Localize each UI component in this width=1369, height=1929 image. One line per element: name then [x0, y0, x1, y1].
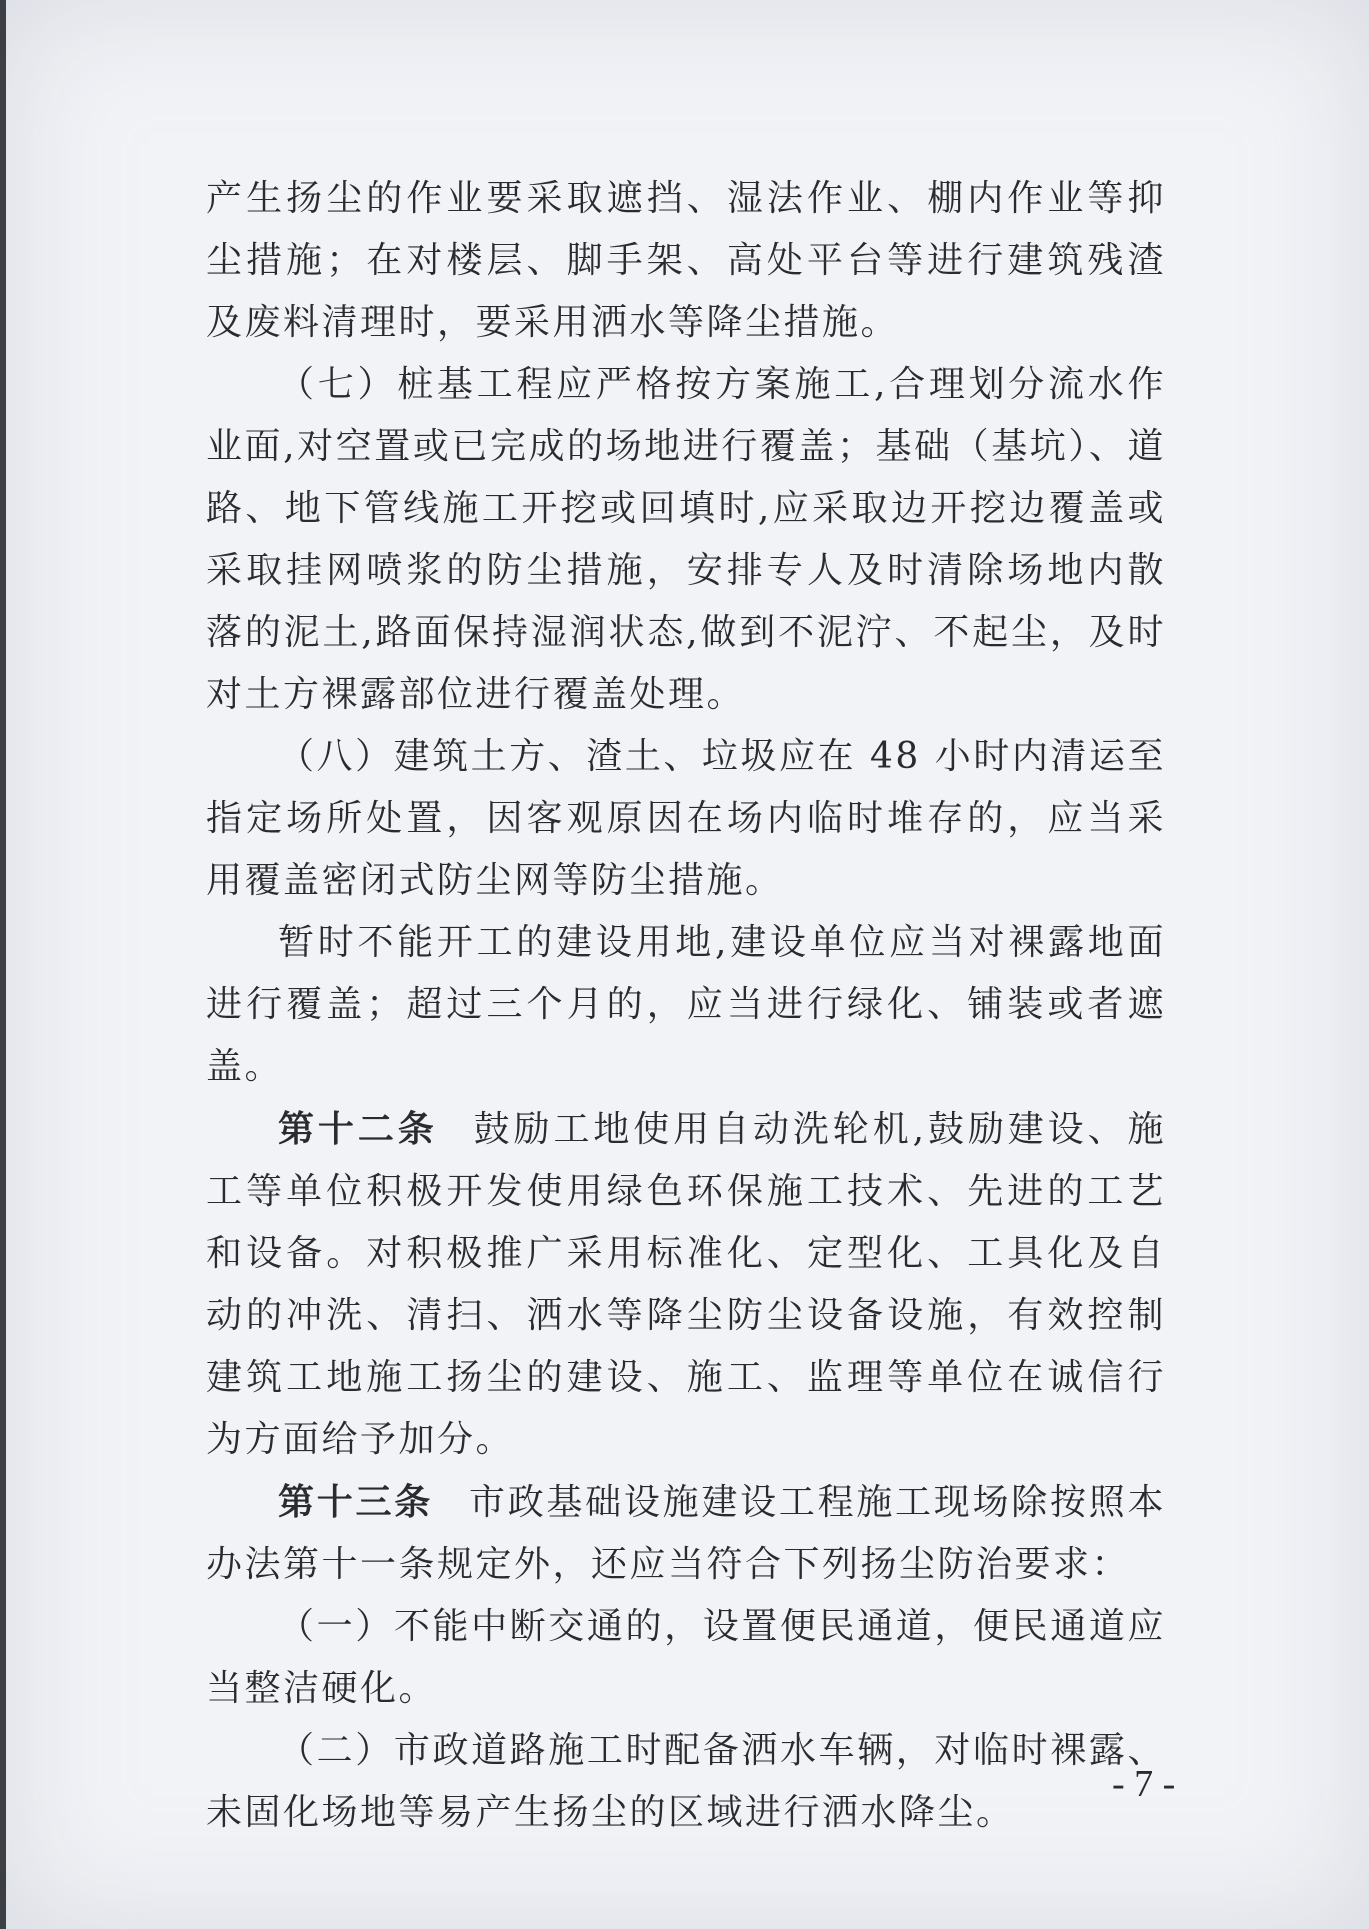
paragraph-item-8: （八）建筑土方、渣土、垃圾应在 48 小时内清运至指定场所处置，因客观原因在场内临时堆存的，应当采用覆盖密闭式防尘网等防尘措施。: [206, 736, 1166, 901]
document-page: [6, 0, 1369, 1929]
paragraph-item-7: （七）桩基工程应严格按方案施工,合理划分流水作业面,对空置或已完成的场地进行覆盖；基础（基坑）、道路、地下管线施工开挖或回填时,应采取边开挖边覆盖或采取挂网喷浆的防尘措施，安排专人及时清除场地内散落的泥土,路面保持湿润状态,做到不泥泞、不起尘，及时对土方裸露部位进行覆盖处理。: [206, 364, 1166, 715]
article-12-heading: 第十二条: [278, 1108, 438, 1150]
article-13-heading: 第十三条: [278, 1481, 433, 1523]
article-12-text: 鼓励工地使用自动洗轮机,鼓励建设、施工等单位积极开发使用绿色环保施工技术、先进的工艺和设备。对积极推广采用标准化、定型化、工具化及自动的冲洗、清扫、洒水等降尘防尘设备设施，有效控制建筑工地施工扬尘的建设、施工、监理等单位在诚信行为方面给予加分。: [206, 1109, 1166, 1460]
article-13-text: 市政基础设施建设工程施工现场除按照本办法第十一条规定外，还应当符合下列扬尘防治要求：: [206, 1482, 1166, 1585]
paragraph-idle-land: 暂时不能开工的建设用地,建设单位应当对裸露地面进行覆盖；超过三个月的，应当进行绿化、铺装或者遮盖。: [206, 922, 1166, 1087]
paragraph-item-1: （一）不能中断交通的，设置便民通道，便民通道应当整洁硬化。: [206, 1606, 1166, 1709]
document-body: [206, 168, 1166, 1844]
paragraph-continuation: 产生扬尘的作业要采取遮挡、湿法作业、棚内作业等抑尘措施；在对楼层、脚手架、高处平台等进行建筑残渣及废料清理时，要采用洒水等降尘措施。: [206, 178, 1166, 343]
article-12: [206, 1098, 1166, 1471]
paragraph-item-2: （二）市政道路施工时配备洒水车辆，对临时裸露、未固化场地等易产生扬尘的区域进行洒水降尘。: [206, 1730, 1166, 1833]
page-number: - 7 -: [1112, 1763, 1176, 1805]
article-13: [206, 1471, 1166, 1596]
